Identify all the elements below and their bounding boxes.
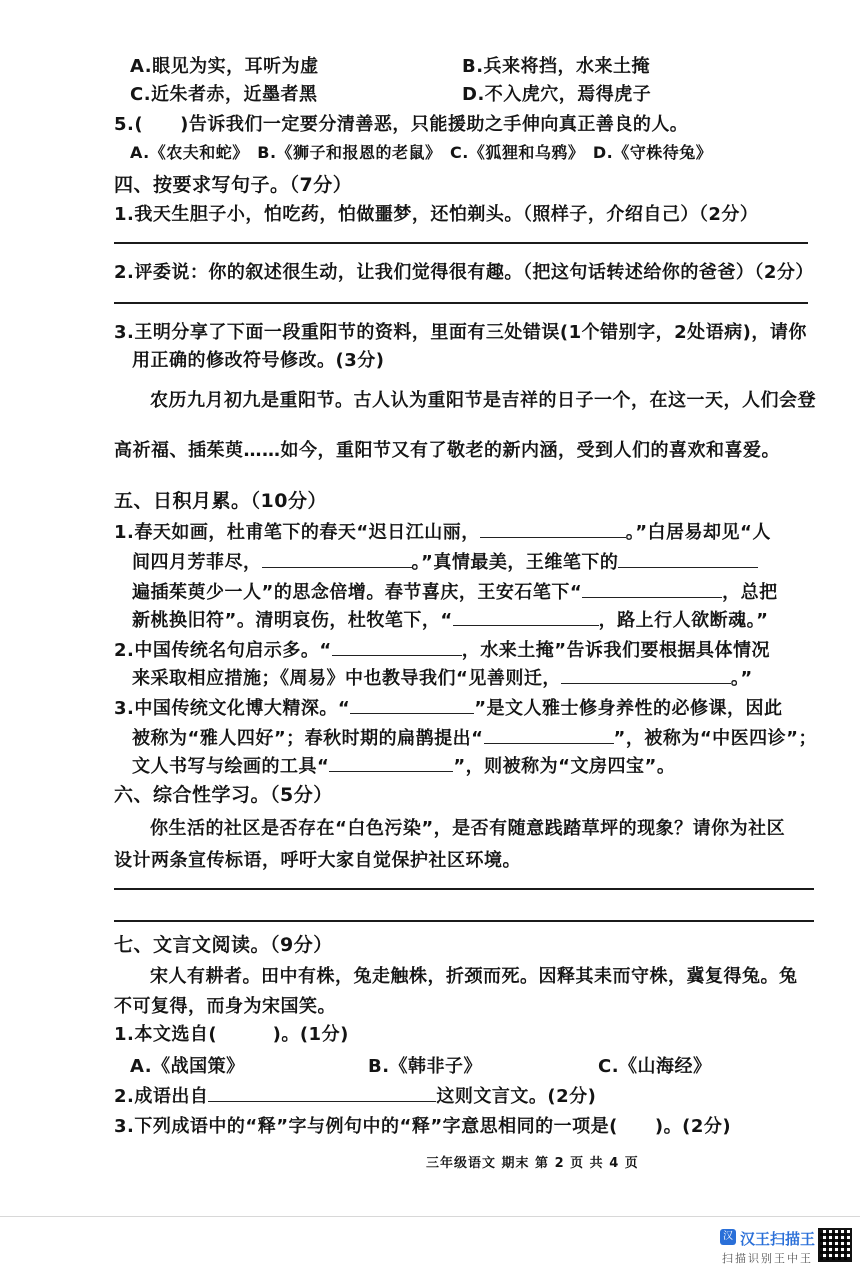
- s4-question-2: 2.评委说：你的叙述很生动，让我们觉得很有趣。（把这句话转述给你的爸爸）（2分）: [114, 262, 814, 283]
- answer-line: [114, 888, 814, 890]
- s5-line-6: 来采取相应措施；《周易》中也教导我们“见善则迁， 。”: [132, 668, 753, 689]
- s5-line-5: 2.中国传统名句启示多。“ ，水来土掩”告诉我们要根据具体情况: [114, 640, 771, 661]
- fill-blank[interactable]: [208, 1085, 436, 1102]
- s7-option-c: C.《山海经》: [598, 1056, 712, 1077]
- fill-blank[interactable]: [561, 667, 731, 684]
- s6-line-1: 你生活的社区是否存在“白色污染”，是否有随意践踏草坪的现象？请你为社区: [150, 818, 786, 839]
- classical-text-2: 不可复得，而身为宋国笑。: [114, 996, 336, 1017]
- s5-line-3: 遍插茱萸少一人”的思念倍增。春节喜庆，王安石笔下“ ，总把: [132, 582, 778, 603]
- answer-line: [114, 302, 808, 304]
- divider: [0, 1216, 860, 1217]
- s5-line-1: 1.春天如画，杜甫笔下的春天“迟日江山丽， 。”白居易却见“人: [114, 522, 771, 543]
- option-c: C.近朱者赤，近墨者黑: [130, 84, 318, 105]
- s4-question-3-cont: 用正确的修改符号修改。(3分): [132, 350, 385, 371]
- option-b: B.兵来将挡，水来土掩: [462, 56, 651, 77]
- qr-code-icon: [818, 1228, 852, 1262]
- s4-question-3: 3.王明分享了下面一段重阳节的资料，里面有三处错误(1个错别字，2处语病)，请你: [114, 322, 807, 343]
- answer-line: [114, 242, 808, 244]
- section-7-title: 七、文言文阅读。（9分）: [114, 934, 333, 956]
- scanner-logo-icon: 汉: [720, 1229, 736, 1245]
- fill-blank[interactable]: [262, 551, 412, 568]
- fill-blank[interactable]: [332, 639, 462, 656]
- s5-line-8: 被称为“雅人四好”；春秋时期的扁鹊提出“ ”，被称为“中医四诊”；: [132, 728, 817, 749]
- fill-blank[interactable]: [480, 521, 626, 538]
- watermark-name: 汉王扫描王: [740, 1230, 816, 1248]
- s5-line-7: 3.中国传统文化博大精深。“ ”是文人雅士修身养性的必修课，因此: [114, 698, 783, 719]
- page-footer: 三年级语文 期末 第 2 页 共 4 页: [426, 1156, 639, 1171]
- watermark-subtitle: 扫描识别王中王: [722, 1252, 813, 1265]
- s5-line-2: 间四月芳菲尽， 。”真情最美，王维笔下的: [132, 548, 758, 574]
- question-5: 5.( )告诉我们一定要分清善恶，只能援助之手伸向真正善良的人。: [114, 114, 689, 135]
- fill-blank[interactable]: [329, 755, 453, 772]
- fill-blank[interactable]: [618, 551, 758, 568]
- s5-line-9: 文人书写与绘画的工具“ ”，则被称为“文房四宝”。: [132, 756, 676, 777]
- s5-line-4: 新桃换旧符”。清明哀伤，杜牧笔下，“ ，路上行人欲断魂。”: [132, 610, 769, 631]
- passage-line-1: 农历九月初九是重阳节。古人认为重阳节是吉祥的日子一个，在这一天，人们会登: [150, 390, 816, 411]
- s4-question-1: 1.我天生胆子小，怕吃药，怕做噩梦，还怕剃头。（照样子，介绍自己）（2分）: [114, 204, 759, 225]
- option-d: D.不入虎穴，焉得虎子: [462, 84, 652, 105]
- s7-question-1: 1.本文选自( )。(1分): [114, 1024, 349, 1045]
- s6-line-2: 设计两条宣传标语，呼吁大家自觉保护社区环境。: [114, 850, 521, 871]
- fill-blank[interactable]: [582, 581, 722, 598]
- option-a: A.眼见为实，耳听为虚: [130, 56, 319, 77]
- fill-blank[interactable]: [453, 609, 599, 626]
- fill-blank[interactable]: [350, 697, 474, 714]
- section-4-title: 四、按要求写句子。（7分）: [114, 174, 353, 196]
- s7-option-b: B.《韩非子》: [368, 1056, 483, 1077]
- passage-line-2: 高祈福、插茱萸……如今，重阳节又有了敬老的新内涵，受到人们的喜欢和喜爱。: [114, 440, 780, 461]
- section-5-title: 五、日积月累。（10分）: [114, 490, 327, 512]
- s7-question-3: 3.下列成语中的“释”字与例句中的“释”字意思相同的一项是( )。(2分): [114, 1116, 732, 1137]
- s7-question-2: 2.成语出自 这则文言文。(2分): [114, 1086, 597, 1107]
- classical-text-1: 宋人有耕者。田中有株，兔走触株，折颈而死。因释其耒而守株，冀复得兔。兔: [150, 966, 798, 987]
- question-5-options: A.《农夫和蛇》 B.《狮子和报恩的老鼠》 C.《狐狸和乌鸦》 D.《守株待兔》: [130, 143, 713, 162]
- section-6-title: 六、综合性学习。（5分）: [114, 784, 333, 806]
- answer-line: [114, 920, 814, 922]
- fill-blank[interactable]: [484, 727, 614, 744]
- s7-option-a: A.《战国策》: [130, 1056, 245, 1077]
